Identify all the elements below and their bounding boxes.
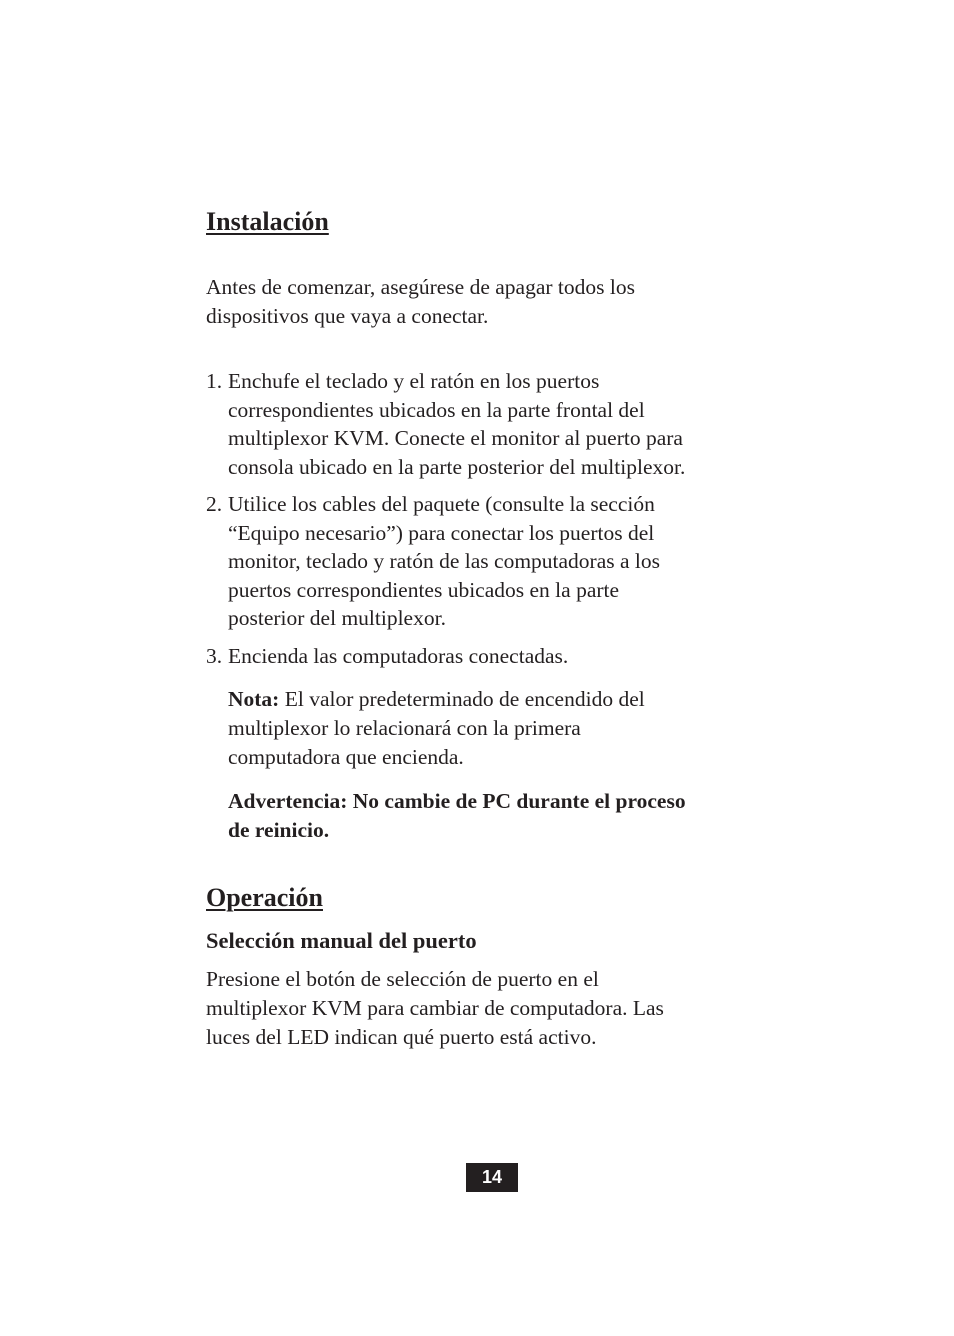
step-3-text: Encienda las computadoras conectadas. (228, 644, 569, 668)
installation-intro: Antes de comenzar, asegúrese de apagar todos los dispositivos que vaya a conectar. (206, 275, 635, 328)
step-3 (206, 642, 766, 671)
step-2-text: Utilice los cables del paquete (consulte la sección “Equipo necesario”) para conectar los puertos del monitor, teclado y ratón de las computadoras a los puertos correspondientes ubicados en la parte posterior del multiplexor. (228, 492, 661, 630)
page-number-badge: 14 (466, 1163, 518, 1192)
warning-text: Advertencia: No cambie de PC durante el proceso de reinicio. (228, 789, 686, 842)
step-2 (206, 490, 766, 633)
step-2-number: 2. (206, 492, 223, 516)
operation-heading: Operación (206, 883, 323, 912)
step-1-number: 1. (206, 369, 223, 393)
step-1-text: Enchufe el teclado y el ratón en los puertos correspondientes ubicados en la parte frontal del multiplexor KVM. Conecte el monitor al puerto para consola ubicado en la parte posterior del multiplexor. (228, 369, 686, 479)
installation-heading: Instalación (206, 207, 329, 236)
manual-port-selection-heading: Selección manual del puerto (206, 928, 477, 953)
step-1 (206, 367, 766, 481)
note-text: El valor predeterminado de encendido del multiplexor lo relacionará con la primera computadora que encienda. (228, 687, 645, 769)
step-3-number: 3. (206, 644, 223, 668)
note-paragraph (228, 685, 645, 772)
note-label: Nota: (228, 687, 280, 711)
operation-body: Presione el botón de selección de puerto en el multiplexor KVM para cambiar de computadora. Las luces del LED indican qué puerto está activo. (206, 967, 664, 1049)
